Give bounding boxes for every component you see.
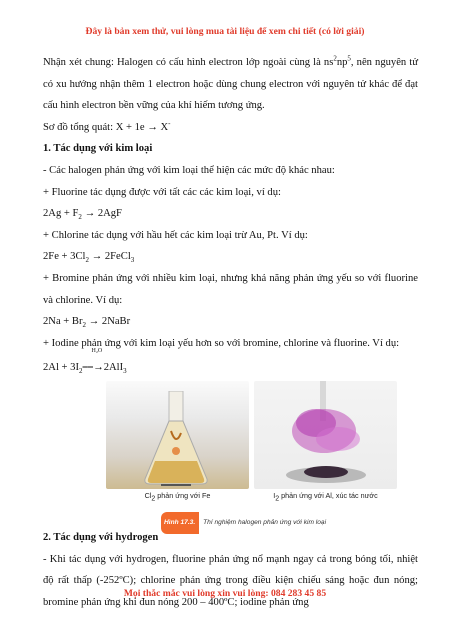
intro-text-1: Nhận xét chung: Halogen có cấu hình electron lớp ngoài cùng là ns bbox=[43, 57, 334, 68]
fluorine-text: + Fluorine tác dụng được với tất các các kim loại, ví dụ: bbox=[43, 186, 281, 198]
scheme-text: Sơ đồ tổng quát: X + 1e → X bbox=[43, 121, 169, 133]
section1-heading: 1. Tác dụng với kim loại bbox=[43, 143, 153, 155]
caption-left-a: Cl bbox=[144, 490, 152, 500]
eq3-sub: 2 bbox=[82, 321, 87, 330]
figure-title bbox=[161, 512, 326, 534]
eq4-sub-2: 3 bbox=[123, 367, 127, 376]
equation-1 bbox=[43, 203, 418, 225]
scheme-sup: - bbox=[168, 119, 171, 128]
eq4-arrow bbox=[82, 348, 104, 379]
eq2-sub-1: 2 bbox=[85, 256, 89, 265]
eq1-part-a: 2Ag + F bbox=[43, 208, 79, 220]
equation-2 bbox=[43, 246, 418, 268]
caption-left-sub: 2 bbox=[151, 495, 156, 503]
section1-desc: - Các halogen phản ứng với kim loại thể hiện các mức độ khác nhau: bbox=[43, 164, 335, 176]
eq4-part-a: 2Al + 3I bbox=[43, 362, 79, 374]
figure-title-text: Thí nghiệm halogen phản ứng với kim loại bbox=[203, 518, 327, 526]
section2-text: - Khi tác dụng với hydrogen, fluorine phản ứng nổ mạnh ngay cả trong bóng tối, nhiệt độ rất thấp (-252ºC); chlorine phản ứng trong điều kiện chiếu sáng hoặc đun nóng; bromine phản ứng khi đun nóng 200 – 400ºC; iodine phản ứng bbox=[43, 553, 418, 608]
equation-4 bbox=[43, 348, 418, 379]
eq4-sub-1: 2 bbox=[79, 367, 83, 376]
caption-right-sub: 2 bbox=[275, 495, 280, 503]
contact-banner: Mọi thắc mắc vui lòng xin vui lòng: 084 283 45 85 bbox=[123, 588, 327, 599]
bromine-text: + Bromine phản ứng với nhiều kim loại, nhưng khả năng phản ứng yếu so với fluorine và chlorine. Ví dụ: bbox=[43, 272, 418, 306]
photo-cl2-fe bbox=[106, 381, 249, 489]
eq4-arrow-glyph: ⎯⎯→ bbox=[82, 362, 104, 374]
eq4-catalyst: H₂O bbox=[91, 348, 103, 355]
caption-right-a: I bbox=[273, 490, 276, 500]
eq1-sub: 2 bbox=[78, 213, 82, 222]
intro-sup-1: 2 bbox=[333, 54, 337, 63]
eq2-part-a: 2Fe + 3Cl bbox=[43, 251, 86, 263]
eq3-part-b: → 2NaBr bbox=[86, 316, 131, 328]
iodine-text: + Iodine phản ứng với kim loại yếu hơn so với bromine, chlorine và fluorine. Ví dụ: bbox=[43, 337, 400, 349]
caption-left-b: phản ứng với Fe bbox=[155, 490, 211, 500]
figure-17-3 bbox=[43, 381, 418, 527]
equation-3 bbox=[43, 311, 418, 333]
photo-i2-al bbox=[254, 381, 397, 489]
intro-text-2: np bbox=[336, 57, 348, 68]
eq4-part-b: 2AlI bbox=[103, 362, 124, 374]
section2-heading: 2. Tác dụng với hydrogen bbox=[43, 531, 159, 543]
eq2-sub-2: 3 bbox=[130, 256, 135, 265]
flask-illustration bbox=[141, 391, 211, 486]
document-body bbox=[43, 52, 418, 613]
caption-right bbox=[254, 490, 397, 503]
intro-text-3: , nên nguyên tử có xu hướng nhận thêm 1 electron hoặc dùng chung electron với nguyên tử khác để đạt cấu hình electron bền vững của khí hiếm tương ứng. bbox=[43, 57, 418, 112]
general-scheme bbox=[43, 117, 418, 139]
eq1-part-b: → 2AgF bbox=[81, 208, 122, 220]
eq2-part-b: → 2FeCl bbox=[88, 251, 131, 263]
figure-number: Hình 17.3. bbox=[161, 512, 199, 534]
chlorine-text: + Chlorine tác dụng với hầu hết các kim loại trừ Au, Pt. Ví dụ: bbox=[43, 229, 308, 241]
caption-right-b: phản ứng với Al, xúc tác nước bbox=[279, 490, 378, 500]
intro-sup-2: 5 bbox=[347, 54, 351, 63]
caption-left bbox=[106, 490, 249, 503]
iodine-reaction-illustration bbox=[254, 381, 397, 489]
preview-banner: Đây là bản xem thử, vui lòng mua tài liệu để xem chi tiết (có lời giải) bbox=[85, 26, 365, 37]
intro-paragraph bbox=[43, 52, 418, 117]
eq3-part-a: 2Na + Br bbox=[43, 316, 83, 328]
